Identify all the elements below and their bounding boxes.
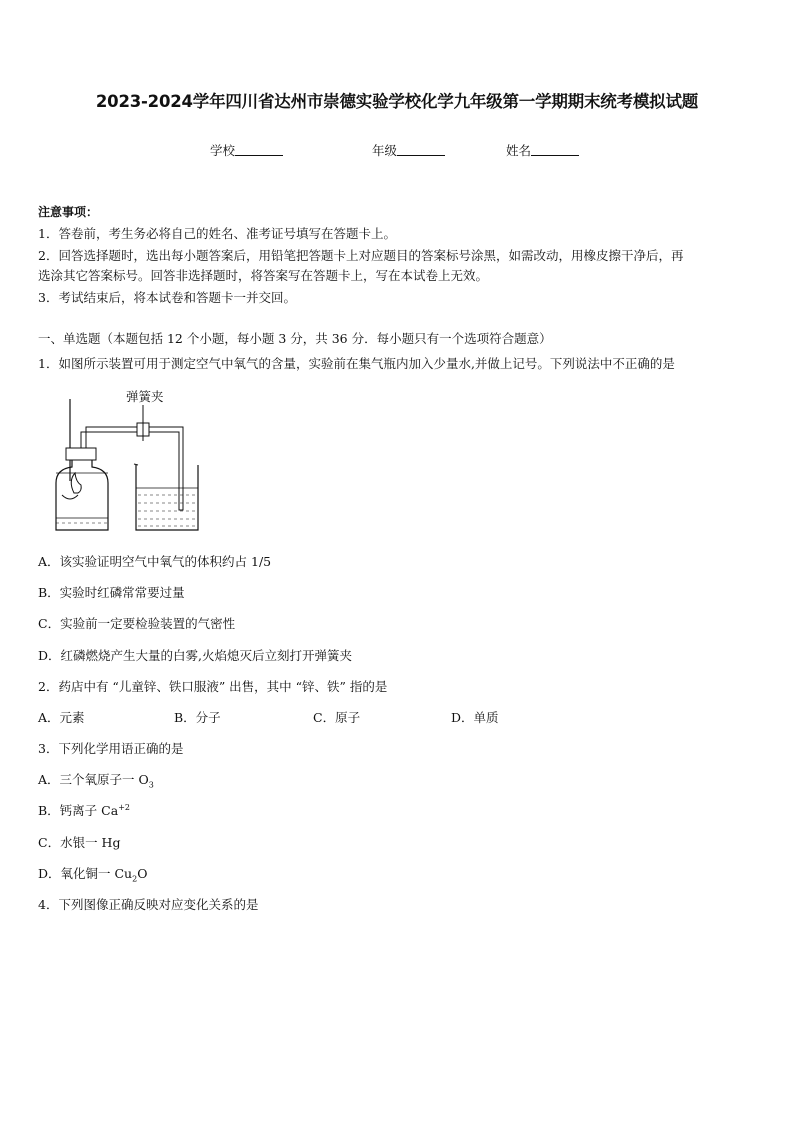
bottle-stopper: [66, 448, 96, 460]
spring-clip-label: 弹簧夹: [126, 389, 164, 404]
notes-heading: 注意事项：: [38, 205, 99, 219]
q3-option-d: [38, 864, 147, 884]
q1-apparatus-diagram: [48, 385, 218, 539]
beaker: [136, 465, 198, 530]
q3-option-b-superscript: +2: [118, 802, 130, 812]
grade-label: 年级: [372, 143, 398, 158]
name-field: [506, 141, 579, 159]
left-tube: [81, 427, 137, 449]
name-blank: [531, 143, 579, 156]
school-label: 学校: [210, 143, 236, 158]
gas-bottle: [56, 460, 108, 530]
q1-option-c: C．实验前一定要检验装置的气密性: [38, 616, 236, 631]
grade-field: [372, 141, 445, 159]
note-item-2-line2: 选涂其它答案标号。回答非选择题时，将答案写在答题卡上，写在本试卷上无效。: [38, 268, 489, 283]
q2-option-c: C．原子: [313, 710, 361, 725]
section-heading: 一、单选题（本题包括 12 个小题，每小题 3 分，共 36 分．每小题只有一个选项符合题意）: [38, 331, 552, 346]
q3-option-a-text: A．三个氧原子一 O: [38, 772, 149, 787]
q2-option-b: B．分子: [174, 710, 221, 725]
right-tube: [137, 427, 183, 510]
q1-stem: 1．如图所示装置可用于测定空气中氧气的含量，实验前在集气瓶内加入少量水,并做上记号。下列说法中不正确的是: [38, 356, 675, 371]
beaker-lip: [134, 464, 138, 465]
q3-option-d-text: D．氧化铜一 Cu: [38, 866, 133, 881]
school-field: [210, 141, 283, 159]
q1-option-a: A．该实验证明空气中氧气的体积约占 1/5: [38, 554, 272, 569]
q3-stem: 3．下列化学用语正确的是: [38, 741, 184, 756]
q1-option-d: D．红磷燃烧产生大量的白雾,火焰熄灭后立刻打开弹簧夹: [38, 648, 352, 663]
q2-stem: 2．药店中有 “儿童锌、铁口服液” 出售，其中 “锌、铁” 指的是: [38, 679, 388, 694]
q1-option-b: B．实验时红磷常常要过量: [38, 585, 185, 600]
note-item-2-line1: 2．回答选择题时，选出每小题答案后，用铅笔把答题卡上对应题目的答案标号涂黑，如需改动，用橡皮擦干净后，再: [38, 248, 684, 263]
q3-option-d-subscript: 2: [132, 874, 138, 884]
q3-option-b-text: B．钙离子 Ca: [38, 803, 119, 818]
q2-option-d: D．单质: [451, 710, 499, 725]
q3-option-a-subscript: 3: [148, 780, 154, 790]
grade-blank: [397, 143, 445, 156]
q4-stem: 4．下列图像正确反映对应变化关系的是: [38, 897, 259, 912]
school-blank: [235, 143, 283, 156]
flame-icon: [71, 473, 81, 493]
apparatus-svg: [48, 385, 218, 535]
exam-title: 2023-2024学年四川省达州市崇德实验学校化学九年级第一学期期末统考模拟试题: [95, 92, 699, 111]
note-item-1: 1．答卷前，考生务必将自己的姓名、准考证号填写在答题卡上。: [38, 226, 396, 241]
q3-option-d-text-end: O: [137, 866, 148, 881]
q3-option-c: C．水银一 Hg: [38, 835, 121, 850]
q3-option-a: [38, 770, 154, 790]
combustion-spoon: [62, 495, 78, 499]
note-item-3: 3．考试结束后，将本试卷和答题卡一并交回。: [38, 290, 296, 305]
name-label: 姓名: [506, 143, 532, 158]
q3-option-b: [38, 801, 130, 819]
q2-option-a: A．元素: [38, 710, 85, 725]
